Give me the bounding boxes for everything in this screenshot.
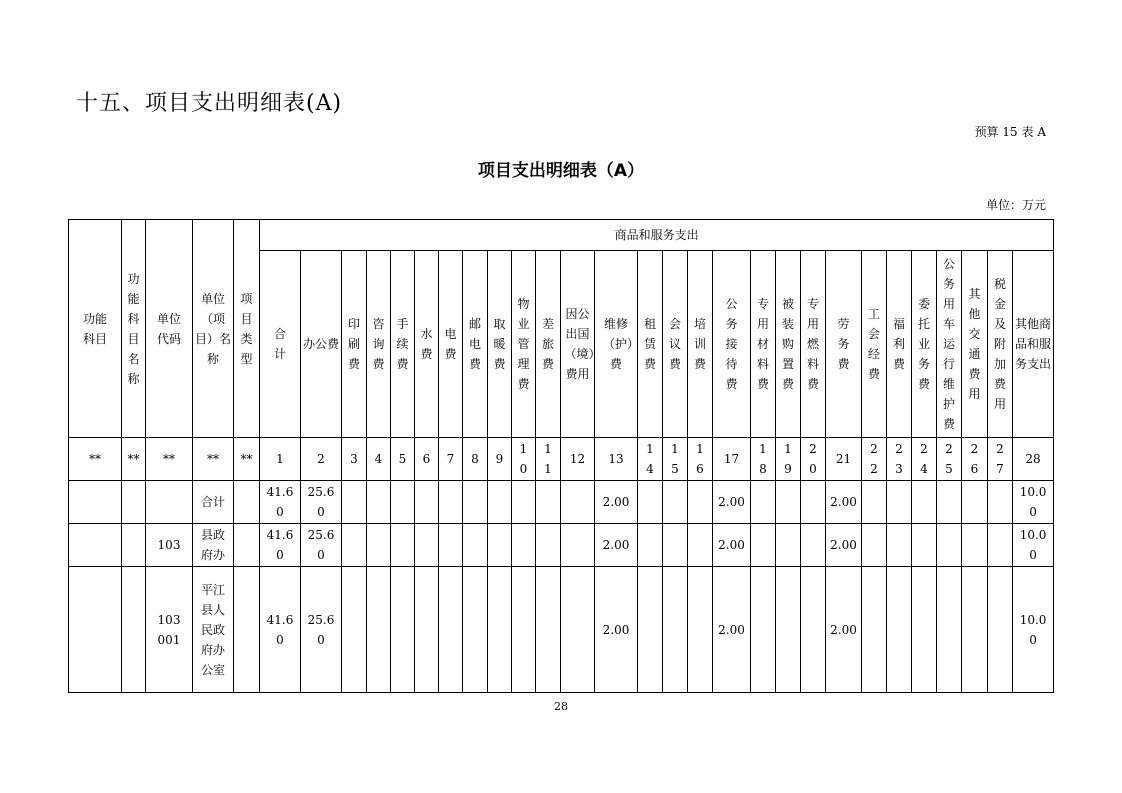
col-item: 差旅费	[536, 251, 561, 438]
col-item: 专用材料费	[751, 251, 776, 438]
unit-label: 单位：万元	[985, 198, 1046, 212]
index-cell: 3	[342, 438, 367, 481]
col-item: 福利费	[887, 251, 912, 438]
index-cell: 4	[367, 438, 391, 481]
cell-type	[234, 481, 260, 524]
index-cell: **	[146, 438, 193, 481]
cell-func	[69, 567, 122, 693]
header-group-row	[69, 220, 1054, 251]
index-cell: 21	[826, 438, 862, 481]
col-project-type: 项目类型	[234, 220, 260, 438]
cell-office: 25.60	[301, 524, 342, 567]
index-cell: 20	[801, 438, 826, 481]
col-item: 维修（护）费	[595, 251, 638, 438]
index-cell: **	[69, 438, 122, 481]
col-item: 公务接待费	[713, 251, 751, 438]
index-cell: 24	[912, 438, 937, 481]
cell-other: 10.00	[1013, 567, 1054, 693]
col-item: 委托业务费	[912, 251, 937, 438]
col-item: 办公费	[301, 251, 342, 438]
cell-other: 10.00	[1013, 524, 1054, 567]
page-number: 28	[554, 700, 568, 713]
index-cell: 12	[561, 438, 595, 481]
cell-type	[234, 567, 260, 693]
cell-total: 41.60	[260, 524, 301, 567]
cell-office: 25.60	[301, 567, 342, 693]
index-cell: **	[122, 438, 146, 481]
cell-func-name	[122, 567, 146, 693]
col-item: 印刷费	[342, 251, 367, 438]
table-row	[69, 567, 1054, 693]
col-item: 因公出国（境）费用	[561, 251, 595, 438]
cell-reception: 2.00	[713, 481, 751, 524]
cell-repair: 2.00	[595, 567, 638, 693]
col-item: 取暖费	[488, 251, 512, 438]
cell-labor: 2.00	[826, 524, 862, 567]
cell-func-name	[122, 524, 146, 567]
table-row	[69, 481, 1054, 524]
col-item: 劳务费	[826, 251, 862, 438]
col-item: 专用燃料费	[801, 251, 826, 438]
index-row	[69, 438, 1054, 481]
table-number: 预算 15 表 A	[974, 125, 1046, 139]
cell-func-name	[122, 481, 146, 524]
index-cell: 28	[1013, 438, 1054, 481]
cell-labor: 2.00	[826, 481, 862, 524]
section-title: 十五、项目支出明细表(A)	[76, 91, 343, 116]
cell-type	[234, 524, 260, 567]
expense-table	[68, 219, 1054, 693]
index-cell: 22	[862, 438, 887, 481]
col-group-goods-services: 商品和服务支出	[260, 220, 1054, 251]
index-cell: 16	[688, 438, 713, 481]
index-cell: 27	[988, 438, 1013, 481]
cell-name: 平江县人民政府办公室	[193, 567, 234, 693]
col-item: 电费	[439, 251, 463, 438]
index-cell: 5	[391, 438, 415, 481]
index-cell: 7	[439, 438, 463, 481]
index-cell: 18	[751, 438, 776, 481]
col-item: 其他商品和服务支出	[1013, 251, 1054, 438]
index-cell: 15	[663, 438, 688, 481]
index-cell: 25	[937, 438, 962, 481]
cell-other: 10.00	[1013, 481, 1054, 524]
cell-repair: 2.00	[595, 524, 638, 567]
table-row	[69, 524, 1054, 567]
index-cell: 26	[962, 438, 988, 481]
col-item: 租赁费	[638, 251, 663, 438]
cell-total: 41.60	[260, 481, 301, 524]
col-item: 咨询费	[367, 251, 391, 438]
col-item: 物业管理费	[512, 251, 536, 438]
cell-repair: 2.00	[595, 481, 638, 524]
cell-total: 41.60	[260, 567, 301, 693]
index-cell: 10	[512, 438, 536, 481]
col-unit-name: 单位（项目）名称	[193, 220, 234, 438]
document-title: 项目支出明细表（A）	[477, 161, 645, 181]
col-item: 公务用车运行维护费	[937, 251, 962, 438]
col-item: 被装购置费	[776, 251, 801, 438]
index-cell: 1	[260, 438, 301, 481]
col-item: 工会经费	[862, 251, 887, 438]
col-item: 水费	[415, 251, 439, 438]
index-cell: 19	[776, 438, 801, 481]
index-cell: 6	[415, 438, 439, 481]
index-cell: 9	[488, 438, 512, 481]
index-cell: **	[193, 438, 234, 481]
col-unit-code: 单位代码	[146, 220, 193, 438]
index-cell: 17	[713, 438, 751, 481]
cell-name: 县政府办	[193, 524, 234, 567]
cell-labor: 2.00	[826, 567, 862, 693]
col-item: 会议费	[663, 251, 688, 438]
cell-code: 103	[146, 524, 193, 567]
col-item: 合计	[260, 251, 301, 438]
index-cell: 11	[536, 438, 561, 481]
index-cell: 13	[595, 438, 638, 481]
index-cell: **	[234, 438, 260, 481]
col-item: 培训费	[688, 251, 713, 438]
col-func-subject-name: 功能科目名称	[122, 220, 146, 438]
cell-office: 25.60	[301, 481, 342, 524]
cell-code: 103001	[146, 567, 193, 693]
col-item: 手续费	[391, 251, 415, 438]
cell-func	[69, 524, 122, 567]
cell-name: 合计	[193, 481, 234, 524]
col-item: 邮电费	[463, 251, 488, 438]
cell-code	[146, 481, 193, 524]
index-cell: 14	[638, 438, 663, 481]
col-func-subject: 功能科目	[69, 220, 122, 438]
cell-reception: 2.00	[713, 524, 751, 567]
index-cell: 23	[887, 438, 912, 481]
index-cell: 8	[463, 438, 488, 481]
col-item: 其他交通费用	[962, 251, 988, 438]
index-cell: 2	[301, 438, 342, 481]
col-item: 税金及附加费用	[988, 251, 1013, 438]
cell-reception: 2.00	[713, 567, 751, 693]
cell-func	[69, 481, 122, 524]
